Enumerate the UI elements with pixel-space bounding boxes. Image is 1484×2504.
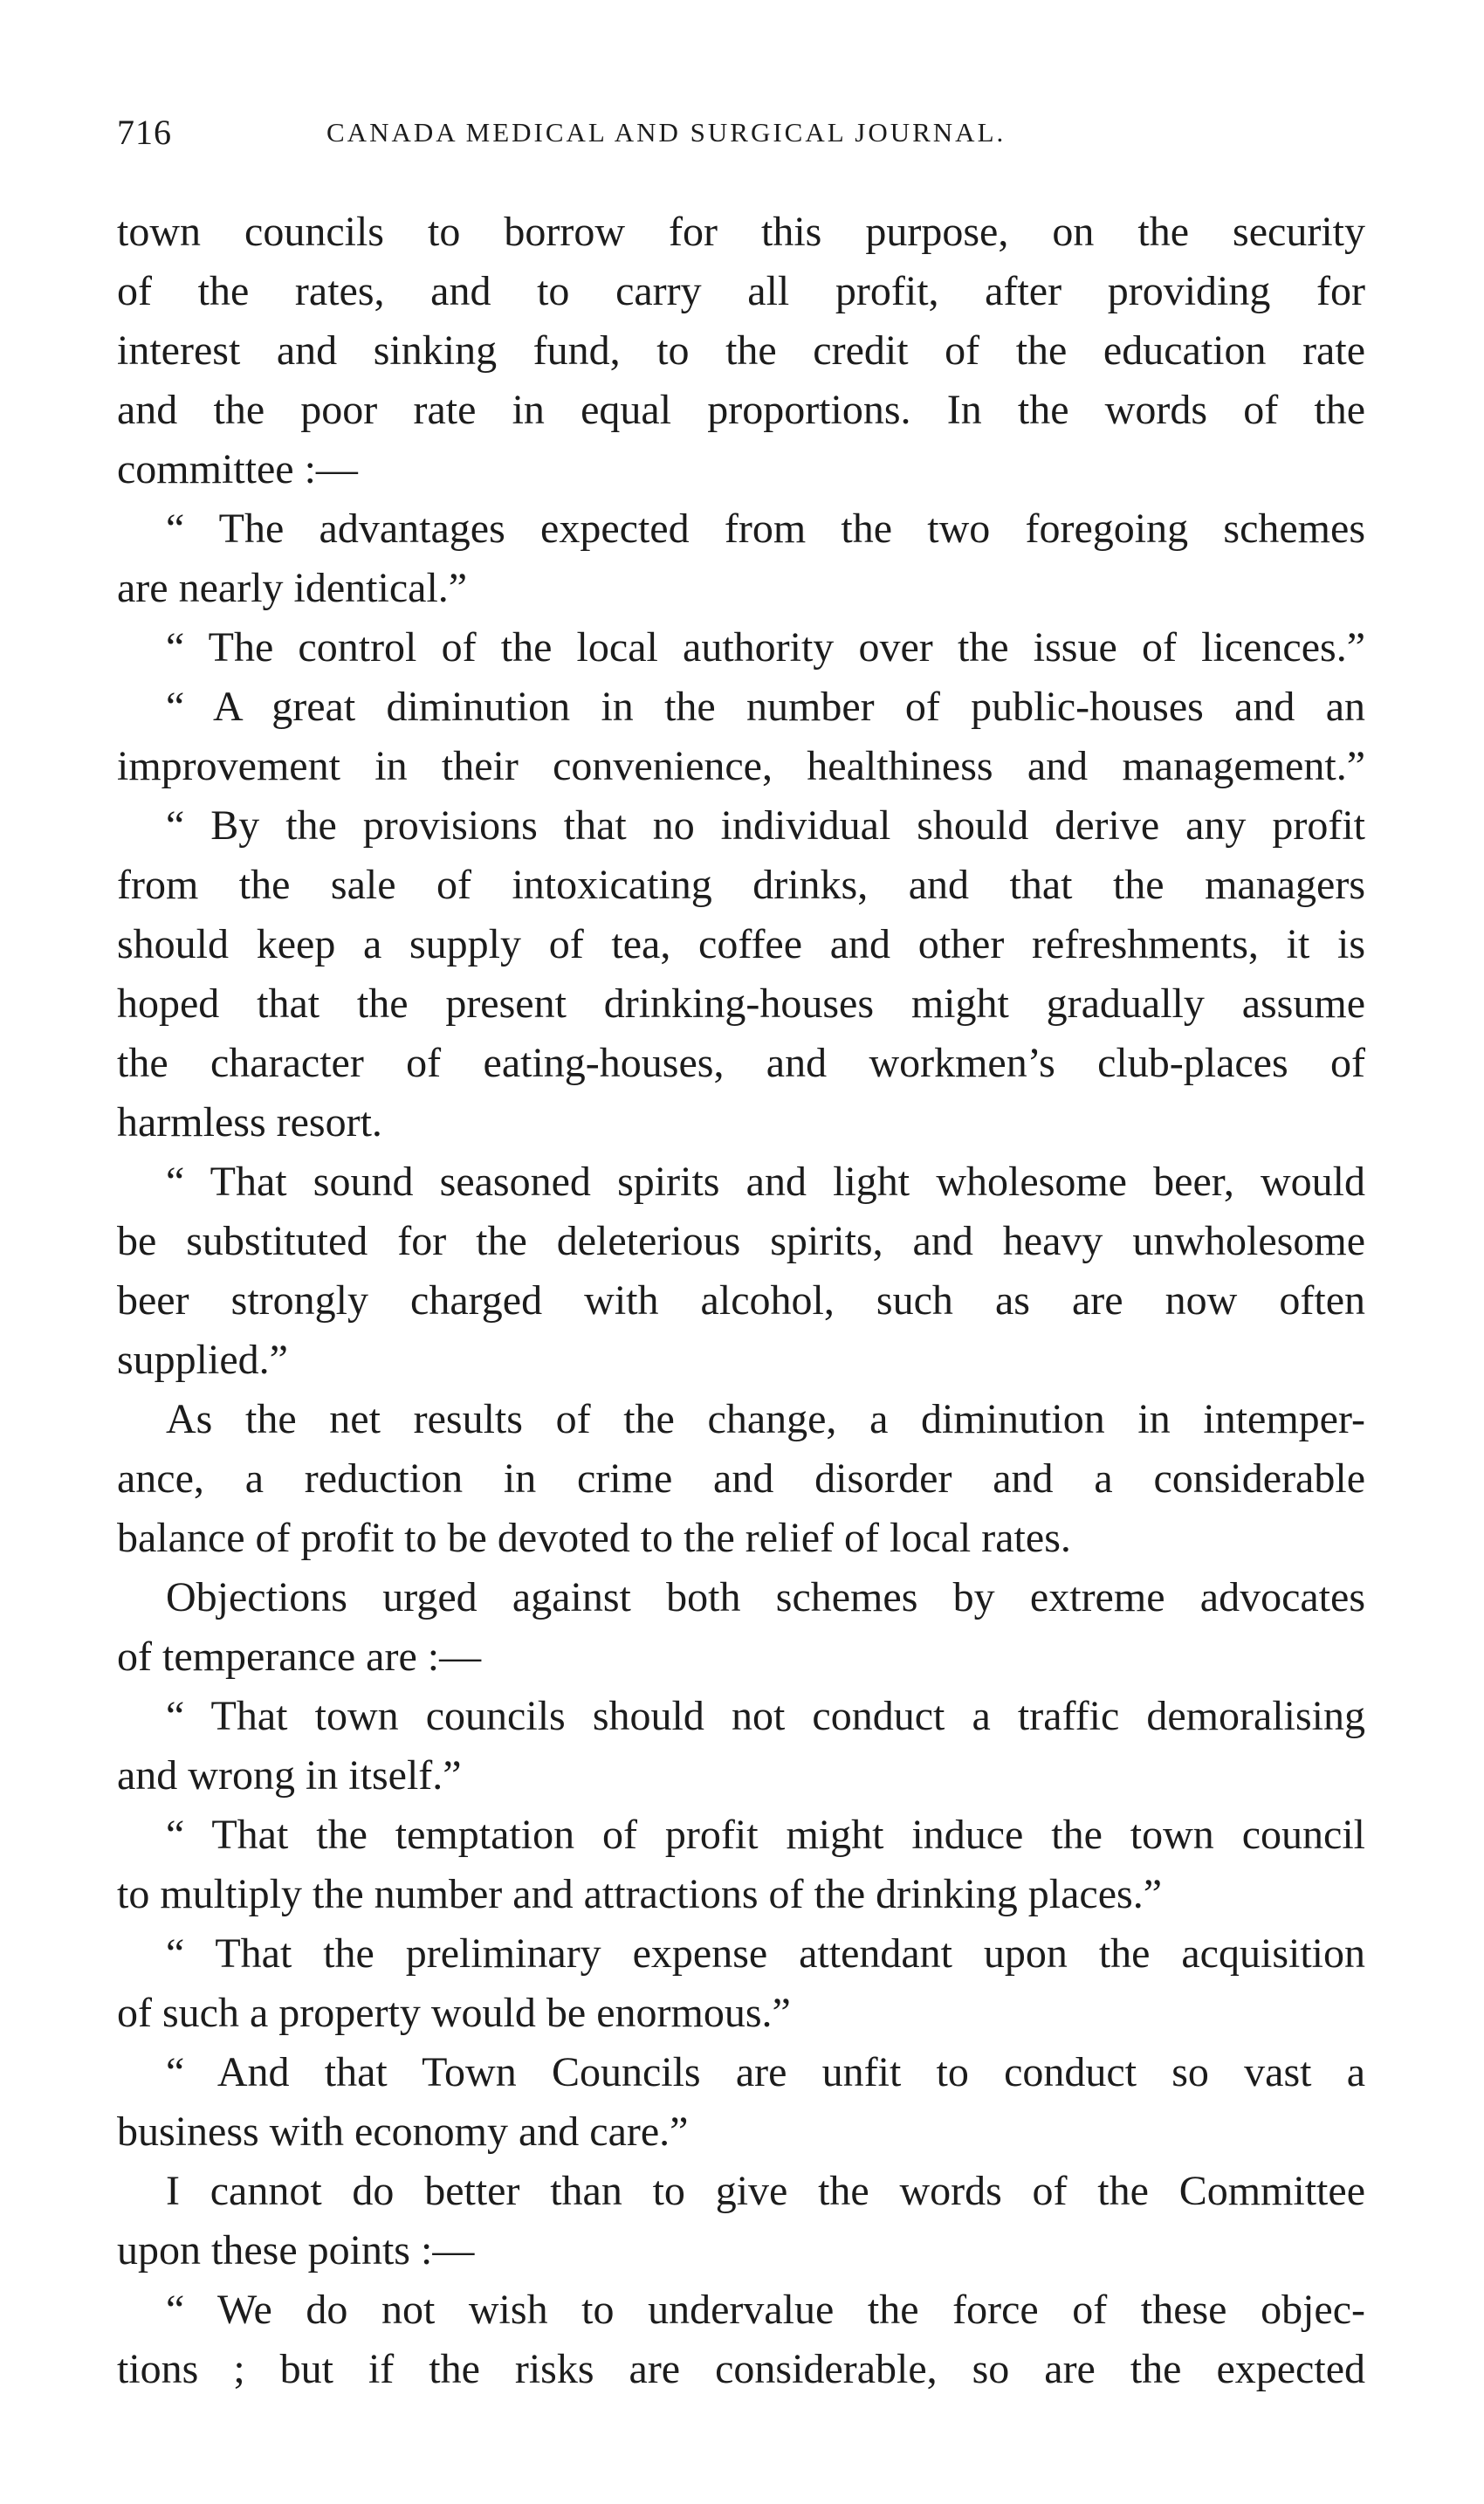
text-line: improvement in their convenience, healthiness and management.” <box>117 743 1365 789</box>
text-line: “ And that Town Councils are unfit to conduct so vast a <box>166 2049 1365 2095</box>
text-line: the character of eating-houses, and workmen’s club-places of <box>117 1040 1365 1086</box>
text-line: supplied.” <box>117 1337 288 1383</box>
text-line: As the net results of the change, a diminution in intemper- <box>166 1396 1365 1442</box>
text-line: town councils to borrow for this purpose, on the security <box>117 209 1365 255</box>
text-line: harmless resort. <box>117 1099 382 1145</box>
text-line: interest and sinking fund, to the credit of the education rate <box>117 327 1365 374</box>
text-line: committee :— <box>117 446 358 492</box>
text-line: hoped that the present drinking-houses might gradually assume <box>117 980 1365 1027</box>
journal-title: CANADA MEDICAL AND SURGICAL JOURNAL. <box>326 117 1007 148</box>
text-line: “ The control of the local authority over the issue of licences.” <box>166 624 1365 671</box>
text-line: “ We do not wish to undervalue the force of these objec- <box>166 2287 1365 2333</box>
text-line: of such a property would be enormous.” <box>117 1990 791 2036</box>
text-line: “ That the preliminary expense attendant upon the acquisition <box>166 1930 1365 1977</box>
text-line: ance, a reduction in crime and disorder and a considerable <box>117 1455 1365 1502</box>
text-line: “ That town councils should not conduct a traffic demoralising <box>166 1693 1365 1739</box>
text-line: “ A great diminution in the number of public-houses and an <box>166 684 1365 730</box>
text-line: upon these points :— <box>117 2227 475 2274</box>
text-line: to multiply the number and attractions of the drinking places.” <box>117 1871 1163 1917</box>
text-line: “ The advantages expected from the two foregoing schemes <box>166 506 1365 552</box>
text-line: are nearly identical.” <box>117 565 468 611</box>
text-line: tions ; but if the risks are considerable, so are the expected <box>117 2346 1365 2392</box>
text-line: balance of profit to be devoted to the relief of local rates. <box>117 1515 1071 1561</box>
text-line: of temperance are :— <box>117 1634 482 1680</box>
text-line: and the poor rate in equal proportions. In the words of the <box>117 387 1365 433</box>
text-line: from the sale of intoxicating drinks, and that the managers <box>117 862 1365 908</box>
text-line: beer strongly charged with alcohol, such as are now often <box>117 1277 1365 1324</box>
text-line: should keep a supply of tea, coffee and other refreshments, it is <box>117 921 1365 967</box>
running-head <box>117 112 1365 157</box>
text-line: “ That sound seasoned spirits and light wholesome beer, would <box>166 1159 1365 1205</box>
text-line: of the rates, and to carry all profit, after providing for <box>117 268 1365 314</box>
text-line: I cannot do better than to give the words of the Committee <box>166 2168 1365 2214</box>
text-line: “ By the provisions that no individual should derive any profit <box>166 802 1365 849</box>
text-line: and wrong in itself.” <box>117 1752 462 1799</box>
text-line: “ That the temptation of profit might induce the town council <box>166 1812 1365 1858</box>
page-number: 716 <box>117 113 172 152</box>
body-text <box>117 203 1365 2399</box>
text-line: Objections urged against both schemes by extreme advocates <box>166 1574 1365 1620</box>
text-line: business with economy and care.” <box>117 2108 689 2155</box>
text-line: be substituted for the deleterious spirits, and heavy unwholesome <box>117 1218 1365 1264</box>
